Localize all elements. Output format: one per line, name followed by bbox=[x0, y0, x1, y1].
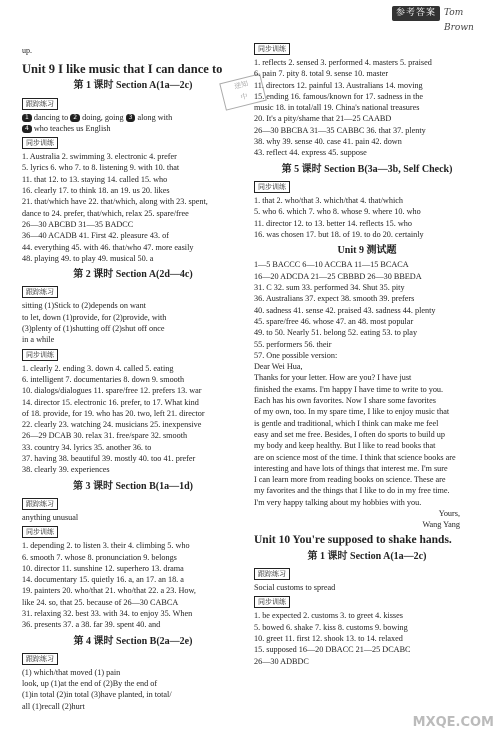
answer-line: is gentle and traditional, which I think can make me feel bbox=[254, 418, 439, 428]
answer-line: 1. depending 2. to listen 3. their 4. climbing 5. who bbox=[22, 541, 190, 551]
answer-line: 10. greet 11. first 12. shook 13. to 14. relaxed bbox=[254, 634, 403, 644]
answer-line: (3)plenty of (1)shutting off (2)shut off once bbox=[22, 324, 165, 334]
left-column bbox=[22, 60, 244, 712]
answer-line: 31. C 32. sum 33. performed 34. Shut 35. pity bbox=[254, 283, 405, 293]
unit-10-title: Unit 10 You're supposed to shake hands. bbox=[254, 533, 452, 546]
answer-line: 15. ending 16. famous/known for 17. sadness in the bbox=[254, 91, 423, 101]
answer-line: sitting (1)Stick to (2)depends on want bbox=[22, 301, 146, 311]
answer-line: 16—20 ADCDA 21—25 CBBBD 26—30 BBEDA bbox=[254, 271, 422, 281]
answer-line: 11. director 12. to 13. better 14. reflects 15. who bbox=[254, 218, 412, 228]
watermark: MXQE.COM bbox=[412, 715, 494, 730]
answer-line: interesting and have lots of things that interest me. I'm sure bbox=[254, 463, 448, 473]
page-header bbox=[392, 6, 492, 33]
answer-list bbox=[22, 540, 244, 630]
answer-line: look, up (1)at the end of (2)By the end of bbox=[22, 679, 158, 689]
header-tag: 参考答案 bbox=[392, 6, 440, 21]
right-column bbox=[254, 40, 480, 667]
answer-list bbox=[22, 667, 244, 712]
answer-line: Social customs to spread bbox=[254, 583, 336, 593]
answer-line: my favorites and the things that I like to do in my free time. bbox=[254, 486, 450, 496]
answer-line: 19. painters 20. who/that 21. who/that 22. a 23. How, bbox=[22, 586, 196, 596]
section-label: 同步训练 bbox=[22, 349, 58, 361]
answer-line: 11. directors 12. painful 13. Australians 14. moving bbox=[254, 80, 423, 90]
answer-line: 14. director 15. electronic 16. prefer, to 17. What kind bbox=[22, 397, 199, 407]
lesson-3-title: 第 3 课时 Section B(1a—1d) bbox=[73, 480, 193, 492]
section-label: 跟踪练习 bbox=[22, 286, 58, 298]
answer-line: 37. having 38. beautiful 39. mostly 40. too 41. prefer bbox=[22, 454, 196, 464]
answer-line: to let, down (1)provide, for (2)provide, with bbox=[22, 312, 167, 322]
answer-line: 36. Australians 37. expect 38. smooth 39. prefers bbox=[254, 294, 415, 304]
answer-line: of 18. provide, for 19. who has 20. two, left 21. director bbox=[22, 408, 205, 418]
section-label: 同步训练 bbox=[254, 43, 290, 55]
section-label: 同步训练 bbox=[254, 181, 290, 193]
answer-list bbox=[254, 610, 480, 666]
answer-line: like 24. so, that 25. because of 26—30 CABCA bbox=[22, 597, 179, 607]
answer-line: 26—29 DCAB 30. relax 31. free/spare 32. smooth bbox=[22, 431, 188, 441]
answer-line: 45. spare/free 46. whose 47. an 48. most popular bbox=[254, 316, 414, 326]
answer-line: dance to 24. prefer, that/which, relax 25. spare/free bbox=[22, 208, 189, 218]
answer-line: 5. lyrics 6. who 7. to 8. listening 9. with 10. that bbox=[22, 163, 180, 173]
section-label: 同步训练 bbox=[22, 526, 58, 538]
answer-line: 48. playing 49. to play 49. musical 50. a bbox=[22, 253, 154, 263]
answer-line: 21. that/which have 22. that/which, along with 23. spent, bbox=[22, 197, 208, 207]
answer-line: 1—5 BACCC 6—10 ACCBA 11—15 BCACA bbox=[254, 260, 409, 270]
answer-line: 16. was chosen 17. but 18. of 19. to do 20. certainly bbox=[254, 229, 424, 239]
letter-body bbox=[254, 372, 480, 508]
answer-line: 40. sadness 41. sense 42. praised 43. sadness 44. plenty bbox=[254, 305, 436, 315]
section-label: 跟踪练习 bbox=[22, 498, 58, 510]
section-label: 跟踪练习 bbox=[254, 568, 290, 580]
answer-line: Each has his own favorites. Now I share some favorites bbox=[254, 396, 436, 406]
answer-line: 44. everything 45. with 46. that/who 47. more easily bbox=[22, 242, 194, 252]
unit-9-test-title: Unit 9 测试题 bbox=[337, 245, 397, 257]
section-label: 同步训练 bbox=[254, 596, 290, 608]
answer-line: finished the exams. I'm happy I have time to write to you. bbox=[254, 384, 444, 394]
answer-list bbox=[254, 57, 480, 159]
answer-line: anything unusual bbox=[22, 512, 79, 522]
letter-signature: Wang Yang bbox=[422, 520, 460, 530]
top-fragment: up. bbox=[22, 46, 32, 55]
answer-line: 43. reflect 44. express 45. suppose bbox=[254, 148, 367, 158]
answer-line: 57. One possible version: bbox=[254, 350, 338, 360]
answer-line: my body and keep healthy. But I like to read books that bbox=[254, 441, 436, 451]
section-label: 跟踪练习 bbox=[22, 98, 58, 110]
answer-line: 49. to 50. Nearly 51. belong 52. eating 53. to play bbox=[254, 328, 418, 338]
answer-line: (1)in total (2)in total (3)have planted, in total/ bbox=[22, 690, 172, 700]
answer-line: 14. documentary 15. quietly 16. a, an 17. an 18. a bbox=[22, 575, 184, 585]
lesson-4-title: 第 4 课时 Section B(2a—2e) bbox=[73, 635, 193, 647]
answer-line: 4 who teaches us English bbox=[22, 123, 244, 134]
answer-line: music 18. in total/all 19. China's national treasures bbox=[254, 103, 420, 113]
answer-line: 1. reflects 2. sensed 3. performed 4. masters 5. praised bbox=[254, 58, 432, 67]
answer-list bbox=[22, 151, 244, 264]
answer-line: 22. clearly 23. watching 24. musicians 25. inexpensive bbox=[22, 420, 202, 430]
letter-greeting: Dear Wei Hua, bbox=[254, 362, 303, 372]
answer-line: 10. director 11. sunshine 12. superhero 13. drama bbox=[22, 563, 184, 573]
answer-line: 36. presents 37. a 38. far 39. spent 40. and bbox=[22, 620, 161, 630]
lesson-5-title: 第 5 课时 Section B(3a—3b, Self Check) bbox=[281, 163, 453, 175]
answer-list bbox=[22, 363, 244, 476]
answer-line: 1 dancing to 2 doing, going 3 along with bbox=[22, 112, 244, 123]
answer-line: all (1)recall (2)hurt bbox=[22, 701, 85, 711]
answer-line: 6. pain 7. pity 8. total 9. sense 10. master bbox=[254, 69, 389, 79]
answer-line: 11. that 12. to 13. staying 14. called 15. who bbox=[22, 174, 168, 184]
answer-list bbox=[254, 195, 480, 240]
answer-line: 55. performers 56. their bbox=[254, 339, 332, 349]
answer-line: are on science most of the time. I think that science books are bbox=[254, 452, 456, 462]
header-logo: Tom Brown bbox=[444, 8, 474, 33]
letter-closing: Yours, bbox=[438, 508, 460, 518]
answer-line: I'm very happy talking about my hobbies with you. bbox=[254, 497, 422, 507]
section-label: 跟踪练习 bbox=[22, 653, 58, 665]
unit-9-title: Unit 9 I like music that I can dance to bbox=[22, 62, 223, 76]
answer-line: 26—30 ADBDC bbox=[254, 656, 309, 666]
answer-line: 15. supposed 16—20 DBACC 21—25 DCABC bbox=[254, 645, 411, 655]
answer-line: 10. dialogs/dialogues 11. spare/free 12. prefers 13. war bbox=[22, 386, 202, 396]
answer-line: 5. who 6. which 7. who 8. whose 9. where 10. who bbox=[254, 207, 421, 217]
stamp-mark: 逆知 中 bbox=[219, 73, 267, 110]
answer-list bbox=[254, 259, 480, 361]
answer-line: of my own, too. In my spare time, I like to enjoy music that bbox=[254, 407, 450, 417]
answer-line: 33. country 34. lyrics 35. another 36. to bbox=[22, 442, 152, 452]
answer-line: 1. clearly 2. ending 3. down 4. called 5. eating bbox=[22, 363, 174, 373]
answer-line: 31. relaxing 32. best 33. with 34. to enjoy 35. When bbox=[22, 608, 193, 618]
answer-line: easy and set me free. Besides, I often do sports to build up bbox=[254, 429, 445, 439]
answer-line: 5. bowed 6. shake 7. kiss 8. customs 9. bowing bbox=[254, 622, 408, 632]
answer-line: 6. smooth 7. whose 8. pronunciation 9. belongs bbox=[22, 552, 177, 562]
answer-line: in a while bbox=[22, 335, 55, 345]
answer-line: Thanks for your letter. How are you? I have just bbox=[254, 373, 412, 383]
answer-line: 36—40 ACADB 41. First 42. pleasure 43. of bbox=[22, 231, 169, 241]
lesson-1-title: 第 1 课时 Section A(1a—2c) bbox=[73, 80, 193, 92]
answer-line: 38. clearly 39. experiences bbox=[22, 465, 110, 475]
answer-line: 26—30 BBCBA 31—35 CABBC 36. that 37. plenty bbox=[254, 125, 426, 135]
answer-line: 26—30 ABCBD 31—35 BADCC bbox=[22, 219, 134, 229]
unit-10-lesson-1-title: 第 1 课时 Section A(1a—2c) bbox=[307, 550, 427, 562]
answer-line: I can learn more from reading books on science. These are bbox=[254, 475, 446, 485]
answer-line: 6. intelligent 7. documentaries 8. down 9. smooth bbox=[22, 374, 185, 384]
answer-line: (1) which/that moved (1) pain bbox=[22, 667, 121, 677]
answer-line: 20. It's a pity/shame that 21—25 CAABD bbox=[254, 114, 392, 124]
section-label: 同步训练 bbox=[22, 137, 58, 149]
answer-line: 38. why 39. sense 40. case 41. pain 42. down bbox=[254, 137, 402, 147]
answer-line: 1. Australia 2. swimming 3. electronic 4. prefer bbox=[22, 152, 177, 162]
answer-line: 16. clearly 17. to think 18. an 19. us 20. likes bbox=[22, 186, 170, 196]
lesson-2-title: 第 2 课时 Section A(2d—4c) bbox=[73, 269, 193, 281]
answer-line: 1. be expected 2. customs 3. to greet 4. kisses bbox=[254, 611, 403, 621]
answer-line: 1. that 2. who/that 3. which/that 4. that/which bbox=[254, 195, 403, 205]
